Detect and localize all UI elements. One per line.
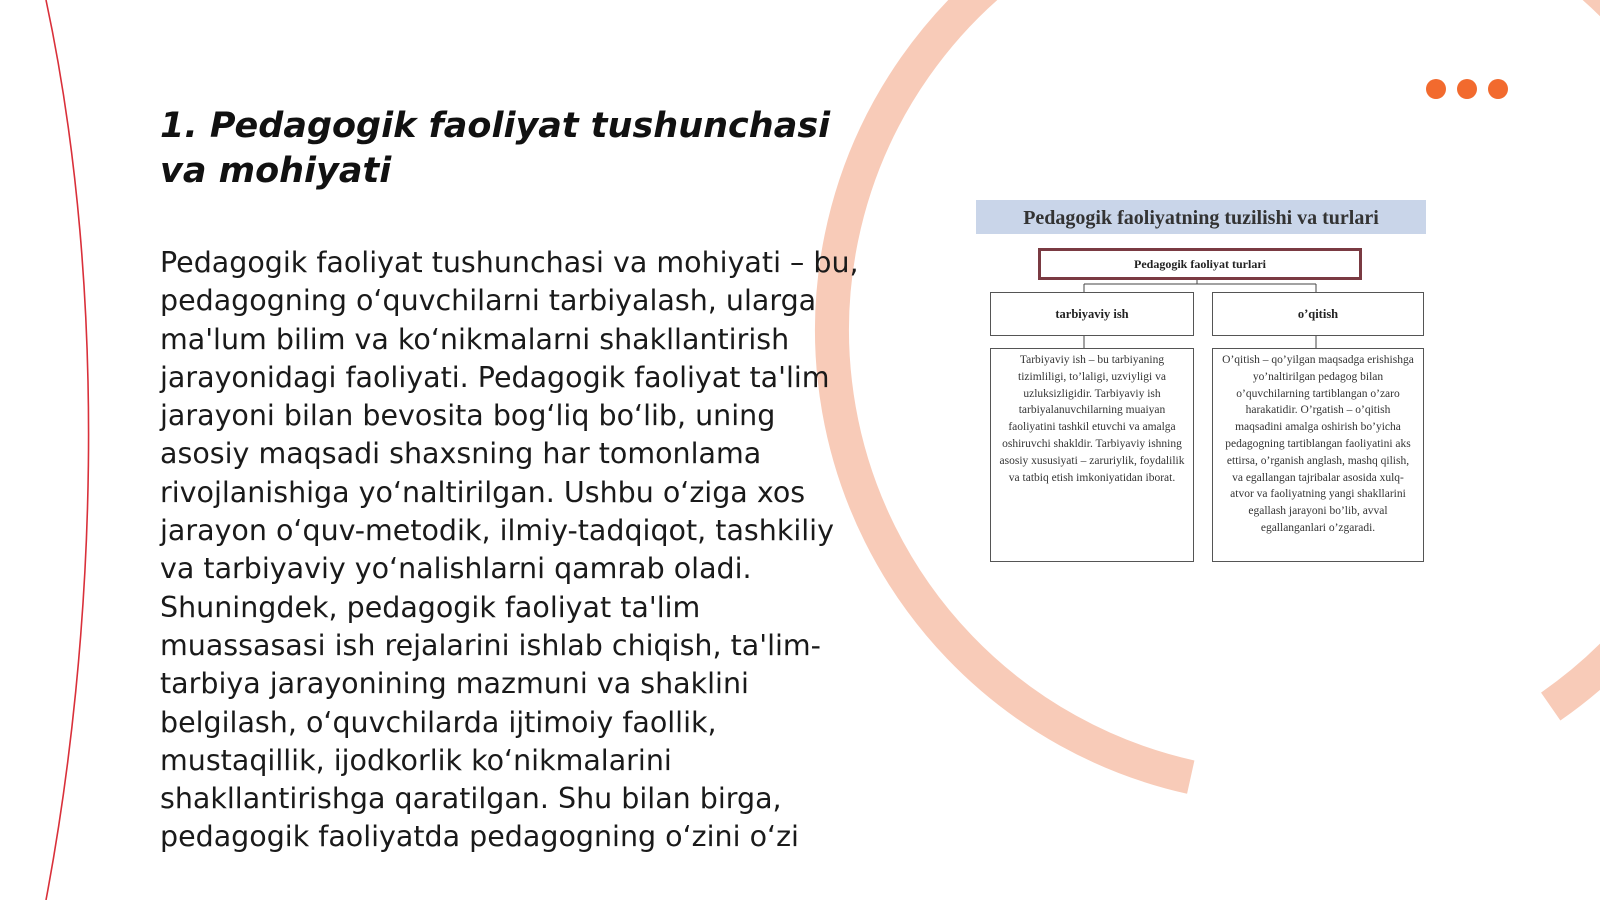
dot-icon (1457, 79, 1477, 99)
dot-icon (1426, 79, 1446, 99)
slide-body-text: Pedagogik faoliyat tushunchasi va mohiyati – bu, pedagogning o‘quvchilarni tarbiyalash, ularga ma'lum bilim va ko‘nikmalarni shakllantirish jarayonidagi faoliyati. Pedagogik faoliyat ta'lim jarayoni bilan bevosita bog‘liq bo‘lib, uning asosiy maqsadi shaxsning har tomonlama rivojlanishiga yo‘naltirilgan. Ushbu o‘ziga xos jarayon o‘quv-metodik, ilmiy-tadqiqot, tashkiliy va tarbiyaviy yo‘nalishlarni qamrab oladi. Shuningdek, pedagogik faoliyat ta'lim muassasasi ish rejalarini ishlab chiqish, ta'lim-tarbiya jarayonining mazmuni va shaklini belgilash, o‘quvchilarda ijtimoiy faollik, mustaqillik, ijodkorlik ko‘nikmalarini shakllantirishga qaratilgan. Shu bilan birga, pedagogik faoliyatda pedagogning o‘zini o‘zi (160, 246, 859, 854)
diagram-desc-oqitish: O’qitish – qo’yilgan maqsadga erishishga yo’naltirilgan pedagog bilan o’quvchilarning tartiblangan o’zaro harakatidir. O’rgatish – o’qitish maqsadini amalga oshirish bo’yicha pedagogning tartiblangan faoliyatini aks ettirsa, o’rganish anglash, mashq qilish, va egallangan tajribalar asosida xulq-atvor va faoliyatning yangi shakllarini egallash jarayoni bo’lib, avval egallanganlari o’zgaradi. (1212, 348, 1424, 562)
diagram-branch-tarbiyaviy-ish: tarbiyaviy ish (990, 292, 1194, 336)
diagram-root-node: Pedagogik faoliyat turlari (1038, 248, 1362, 280)
dot-icon (1488, 79, 1508, 99)
slide-title: 1. Pedagogik faoliyat tushunchasi va mohiyati (160, 106, 831, 191)
diagram-desc-tarbiyaviy-ish: Tarbiyaviy ish – bu tarbiyaning tizimliligi, to’laligi, uzviyligi va uzluksizligidir. Tarbiyaviy ish tarbiyalanuvchilarning muaiyan faoliyatini tashkil etuvchi va amalga oshiruvchi shakldir. Tarbiyaviy ishning asosiy xususiyati – zaruriylik, foydalilik va tatbiq etish imkoniyatidan iborat. (990, 348, 1194, 562)
diagram-branch-oqitish: o’qitish (1212, 292, 1424, 336)
structure-diagram (950, 196, 1436, 576)
diagram-title: Pedagogik faoliyatning tuzilishi va turlari (976, 200, 1426, 234)
red-curve-line (46, 0, 89, 900)
menu-dots (1426, 79, 1508, 99)
